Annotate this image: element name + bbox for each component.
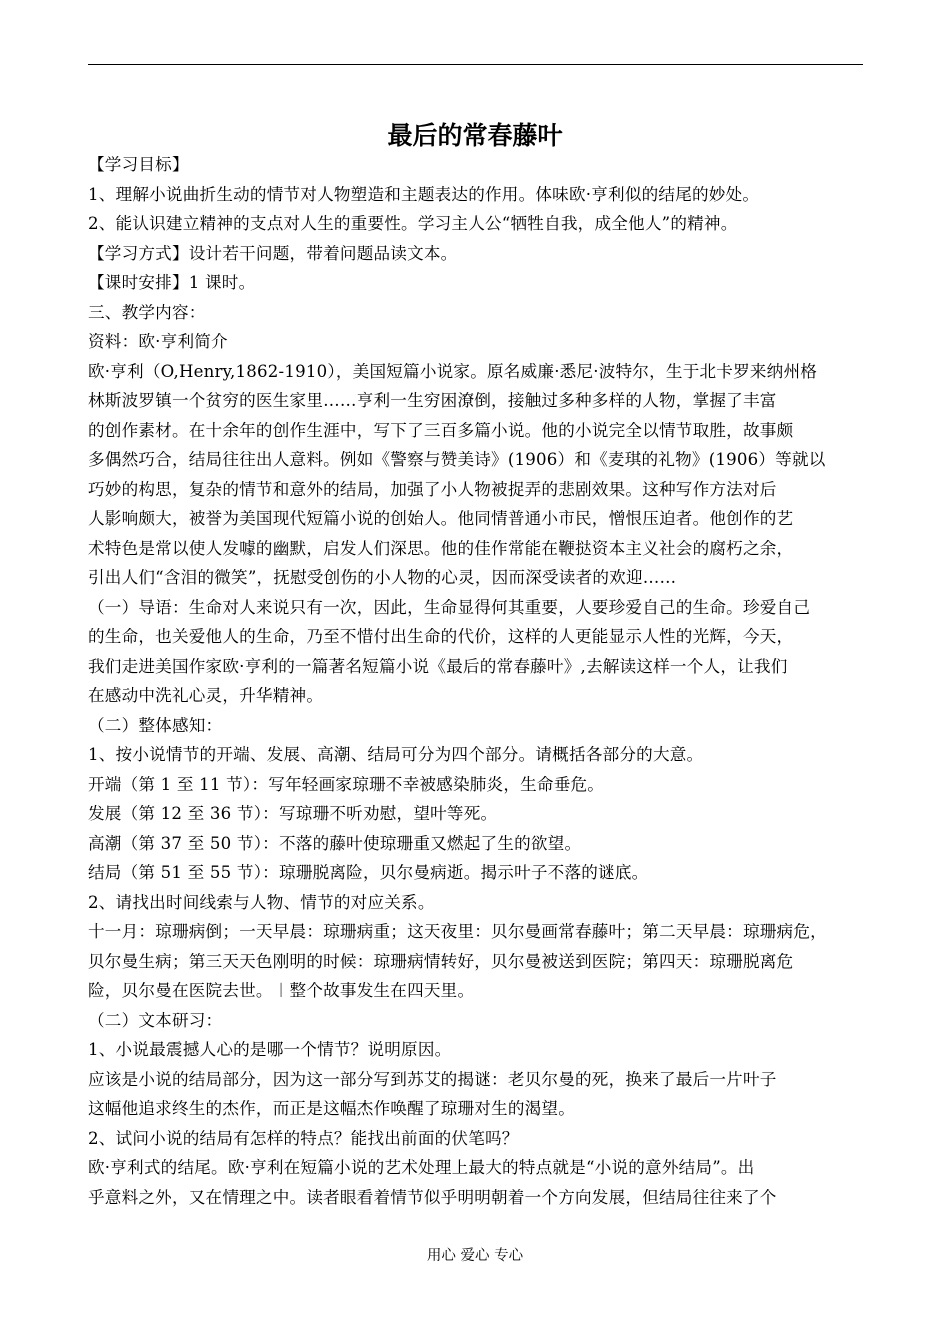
- text-line: 十一月：琼珊病倒；一天早晨：琼珊病重；这天夜里：贝尔曼画常春藤叶；第二天早晨：琼珊病危，: [88, 922, 827, 941]
- text-line: 1、小说最震撼人心的是哪一个情节？说明原因。: [88, 1040, 452, 1059]
- text-line: 欧·亨利式的结尾。欧·亨利在短篇小说的艺术处理上最大的特点就是“小说的意外结局”。出: [88, 1158, 755, 1177]
- text-line: 这幅他追求终生的杰作，而正是这幅杰作唤醒了琼珊对生的渴望。: [88, 1099, 576, 1118]
- text-line: 1、理解小说曲折生动的情节对人物塑造和主题表达的作用。体味欧·亨利似的结尾的妙处。: [88, 184, 760, 204]
- text-line: 2、能认识建立精神的支点对人生的重要性。学习主人公“牺牲自我，成全他人”的精神。: [88, 214, 738, 233]
- text-line: （一）导语：生命对人来说只有一次，因此，生命显得何其重要，人要珍爱自己的生命。珍爱自己: [88, 597, 811, 617]
- text-line: 【学习方式】设计若干问题，带着问题品读文本。: [88, 243, 458, 263]
- text-line: 2、请找出时间线索与人物、情节的对应关系。: [88, 892, 435, 912]
- text-line: 乎意料之外，又在情理之中。读者眼看着情节似乎明明朝着一个方向发展，但结局往往来了个: [88, 1187, 777, 1207]
- text-line: （二）整体感知：: [88, 715, 223, 735]
- text-line: 2、试问小说的结局有怎样的特点？能找出前面的伏笔吗？: [88, 1128, 519, 1148]
- text-line: 我们走进美国作家欧·亨利的一篇著名短篇小说《最后的常春藤叶》,去解读这样一个人，让我们: [88, 656, 788, 676]
- text-line: 开端（第 1 至 11 节）：写年轻画家琼珊不幸被感染肺炎，生命垂危。: [88, 774, 605, 794]
- text-line: 【学习目标】: [88, 155, 189, 174]
- text-line: 术特色是常以使人发噱的幽默，启发人们深思。他的佳作常能在鞭挞资本主义社会的腐朽之余，: [88, 538, 794, 558]
- text-line: 在感动中洗礼心灵，升华精神。: [88, 686, 324, 705]
- text-line: 人影响颇大，被誉为美国现代短篇小说的创始人。他同情普通小市民，憎恨压迫者。他创作的艺: [88, 509, 794, 528]
- text-line: 多偶然巧合，结局往往出人意料。例如《警察与赞美诗》(1906）和《麦琪的礼物》(1906）等就以: [88, 450, 826, 469]
- text-line: （二）文本研习：: [88, 1010, 223, 1030]
- text-line: 欧·亨利（O,Henry,1862-1910），美国短篇小说家。原名威廉·悉尼·波特尔，生于北卡罗来纳州格: [88, 361, 818, 381]
- text-line: 的创作素材。在十余年的创作生涯中，写下了三百多篇小说。他的小说完全以情节取胜，故事颇: [88, 420, 794, 440]
- page-footer: 用心 爱心 专心: [426, 1248, 524, 1264]
- text-line: 险，贝尔曼在医院去世。︱整个故事发生在四天里。: [88, 981, 475, 1000]
- text-line: 三、教学内容：: [88, 302, 206, 322]
- text-line: 资料：欧·亨利简介: [88, 332, 228, 351]
- document-title: 最后的常春藤叶: [387, 121, 563, 150]
- text-line: 林斯波罗镇一个贫穷的医生家里……亨利一生穷困潦倒，接触过多种多样的人物，掌握了丰富: [88, 391, 777, 410]
- text-line: 高潮（第 37 至 50 节）：不落的藤叶使琼珊重又燃起了生的欲望。: [88, 833, 582, 853]
- text-line: 应该是小说的结局部分，因为这一部分写到苏艾的揭谜：老贝尔曼的死，换来了最后一片叶子: [88, 1069, 777, 1089]
- text-line: 【课时安排】1 课时。: [88, 273, 256, 292]
- text-line: 引出人们“含泪的微笑”，抚慰受创伤的小人物的心灵，因而深受读者的欢迎……: [88, 568, 677, 587]
- text-line: 巧妙的构思，复杂的情节和意外的结局，加强了小人物被捉弄的悲剧效果。这种写作方法对后: [88, 479, 777, 499]
- text-line: 的生命，也关爱他人的生命，乃至不惜付出生命的代价，这样的人更能显示人性的光辉，今天，: [88, 627, 794, 646]
- text-line: 发展（第 12 至 36 节）：写琼珊不听劝慰，望叶等死。: [88, 804, 498, 823]
- document-body: [88, 150, 872, 1212]
- text-line: 1、按小说情节的开端、发展、高潮、结局可分为四个部分。请概括各部分的大意。: [88, 745, 704, 764]
- text-line: 结局（第 51 至 55 节）：琼珊脱离险，贝尔曼病逝。揭示叶子不落的谜底。: [88, 863, 649, 882]
- header-rule: [88, 64, 863, 65]
- text-line: 贝尔曼生病；第三天天色刚明的时候：琼珊病情转好，贝尔曼被送到医院；第四天：琼珊脱离危: [88, 951, 794, 971]
